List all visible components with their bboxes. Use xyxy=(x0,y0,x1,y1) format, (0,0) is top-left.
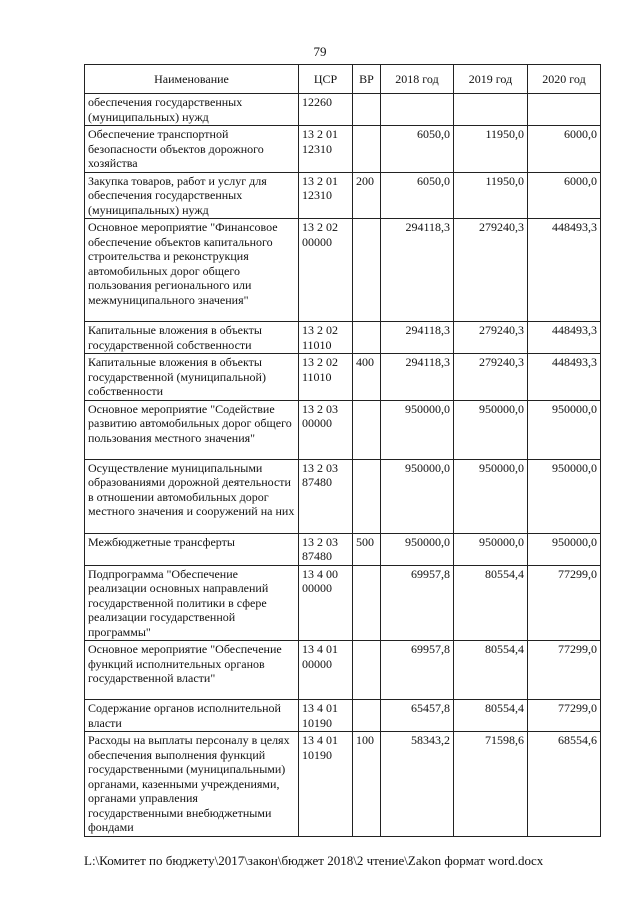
cell-y2020: 448493,3 xyxy=(528,354,601,401)
cell-name: Межбюджетные трансферты xyxy=(85,533,299,565)
table-row xyxy=(85,126,601,173)
cell-name: Капитальные вложения в объекты государственной (муниципальной) собственности xyxy=(85,354,299,401)
cell-y2018: 65457,8 xyxy=(381,700,454,732)
cell-vr xyxy=(353,641,381,700)
cell-name: Закупка товаров, работ и услуг для обеспечения государственных (муниципальных) нужд xyxy=(85,172,299,219)
cell-y2018: 69957,8 xyxy=(381,565,454,641)
cell-name: Содержание органов исполнительной власти xyxy=(85,700,299,732)
cell-y2018: 950000,0 xyxy=(381,533,454,565)
cell-vr xyxy=(353,322,381,354)
cell-csr: 13 2 02 00000 xyxy=(299,219,353,322)
cell-y2018: 6050,0 xyxy=(381,172,454,219)
header-2018: 2018 год xyxy=(381,65,454,94)
cell-y2019: 950000,0 xyxy=(454,400,528,459)
cell-name: Подпрограмма "Обеспечение реализации основных направлений государственной политики в сфере реализации государственной программы" xyxy=(85,565,299,641)
cell-name: Основное мероприятие "Содействие развитию автомобильных дорог общего пользования местного значения" xyxy=(85,400,299,459)
table-row xyxy=(85,354,601,401)
table-row xyxy=(85,732,601,837)
cell-y2019: 71598,6 xyxy=(454,732,528,837)
table-row xyxy=(85,533,601,565)
cell-y2018: 58343,2 xyxy=(381,732,454,837)
cell-name: Осуществление муниципальными образованиями дорожной деятельности в отношении автомобильных дорог местного значения и сооружений на них xyxy=(85,459,299,533)
cell-vr: 100 xyxy=(353,732,381,837)
cell-name: Основное мероприятие "Финансовое обеспечение объектов капитального строительства и реконструкция автомобильных дорог общего пользования регионального или межмуниципального значения" xyxy=(85,219,299,322)
cell-vr xyxy=(353,700,381,732)
table-row xyxy=(85,172,601,219)
cell-y2019: 11950,0 xyxy=(454,172,528,219)
table-row xyxy=(85,219,601,322)
cell-vr xyxy=(353,565,381,641)
cell-y2019 xyxy=(454,94,528,126)
cell-y2019: 279240,3 xyxy=(454,322,528,354)
cell-name: Капитальные вложения в объекты государственной собственности xyxy=(85,322,299,354)
table-header-row xyxy=(85,65,601,94)
cell-y2019: 950000,0 xyxy=(454,459,528,533)
budget-table xyxy=(84,64,601,837)
header-2020: 2020 год xyxy=(528,65,601,94)
cell-name: Основное мероприятие "Обеспечение функций исполнительных органов государственной власти" xyxy=(85,641,299,700)
cell-csr: 13 4 01 10190 xyxy=(299,732,353,837)
cell-csr: 13 2 02 11010 xyxy=(299,354,353,401)
page-number: 79 xyxy=(313,44,327,59)
cell-csr: 13 2 03 00000 xyxy=(299,400,353,459)
cell-vr xyxy=(353,219,381,322)
cell-csr: 13 2 01 12310 xyxy=(299,126,353,173)
cell-y2019: 80554,4 xyxy=(454,565,528,641)
table-row xyxy=(85,322,601,354)
cell-y2018: 950000,0 xyxy=(381,459,454,533)
cell-y2018: 950000,0 xyxy=(381,400,454,459)
cell-csr: 13 4 01 00000 xyxy=(299,641,353,700)
cell-y2019: 80554,4 xyxy=(454,700,528,732)
cell-y2018 xyxy=(381,94,454,126)
cell-y2019: 11950,0 xyxy=(454,126,528,173)
header-vr: ВР xyxy=(353,65,381,94)
table-row xyxy=(85,94,601,126)
cell-y2020: 6000,0 xyxy=(528,126,601,173)
cell-y2019: 80554,4 xyxy=(454,641,528,700)
header-2019: 2019 год xyxy=(454,65,528,94)
cell-y2020 xyxy=(528,94,601,126)
cell-y2020: 68554,6 xyxy=(528,732,601,837)
cell-y2020: 77299,0 xyxy=(528,641,601,700)
cell-y2019: 279240,3 xyxy=(454,354,528,401)
cell-y2020: 950000,0 xyxy=(528,533,601,565)
cell-y2020: 6000,0 xyxy=(528,172,601,219)
cell-y2020: 77299,0 xyxy=(528,565,601,641)
cell-vr: 500 xyxy=(353,533,381,565)
cell-vr xyxy=(353,94,381,126)
table-row xyxy=(85,565,601,641)
table-row xyxy=(85,400,601,459)
cell-y2018: 294118,3 xyxy=(381,322,454,354)
cell-name: Обеспечение транспортной безопасности объектов дорожного хозяйства xyxy=(85,126,299,173)
cell-y2020: 950000,0 xyxy=(528,459,601,533)
cell-csr: 13 2 03 87480 xyxy=(299,459,353,533)
cell-vr xyxy=(353,400,381,459)
cell-vr: 400 xyxy=(353,354,381,401)
cell-y2019: 950000,0 xyxy=(454,533,528,565)
cell-csr: 13 4 01 10190 xyxy=(299,700,353,732)
cell-csr: 13 2 01 12310 xyxy=(299,172,353,219)
table-row xyxy=(85,641,601,700)
cell-y2018: 294118,3 xyxy=(381,219,454,322)
cell-y2019: 279240,3 xyxy=(454,219,528,322)
cell-name: обеспечения государственных (муниципальных) нужд xyxy=(85,94,299,126)
cell-vr xyxy=(353,126,381,173)
table-row xyxy=(85,459,601,533)
cell-y2018: 294118,3 xyxy=(381,354,454,401)
cell-csr: 13 2 02 11010 xyxy=(299,322,353,354)
cell-csr: 13 4 00 00000 xyxy=(299,565,353,641)
cell-csr: 12260 xyxy=(299,94,353,126)
cell-name: Расходы на выплаты персоналу в целях обеспечения выполнения функций государственными (муниципальными) органами, казенными учреждениями, органами управления государственными внебюджетными фондами xyxy=(85,732,299,837)
footer-file-path: L:\Комитет по бюджету\2017\закон\бюджет 2018\2 чтение\Zakon формат word.docx xyxy=(84,853,544,868)
cell-y2020: 448493,3 xyxy=(528,322,601,354)
cell-y2020: 77299,0 xyxy=(528,700,601,732)
cell-y2020: 950000,0 xyxy=(528,400,601,459)
cell-vr xyxy=(353,459,381,533)
cell-y2018: 6050,0 xyxy=(381,126,454,173)
header-csr: ЦСР xyxy=(299,65,353,94)
cell-vr: 200 xyxy=(353,172,381,219)
header-name: Наименование xyxy=(85,65,299,94)
cell-y2020: 448493,3 xyxy=(528,219,601,322)
cell-csr: 13 2 03 87480 xyxy=(299,533,353,565)
cell-y2018: 69957,8 xyxy=(381,641,454,700)
table-row xyxy=(85,700,601,732)
